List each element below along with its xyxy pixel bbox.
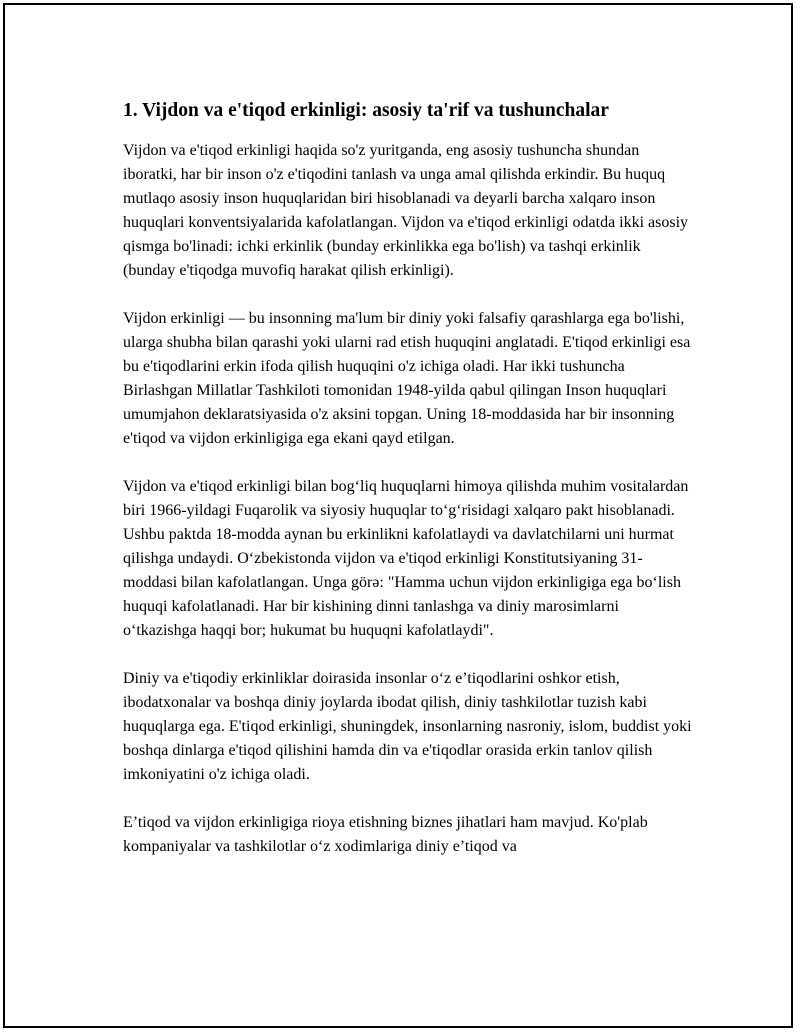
paragraph-4: Diniy va e'tiqodiy erkinliklar doirasida insonlar o‘z e’tiqodlarini oshkor etish, ibodatxonalar va boshqa diniy joylarda ibodat qilish, diniy tashkilotlar tuzish kabi huquqlarga ega. E'tiqod erkinligi, shuningdek, insonlarning nasroniy, islom, buddist yoki boshqa dinlarga e'tiqod qilishini hamda din va e'tiqodlar orasida erkin tanlov qilish imkoniyatini o'z ichiga oladi. [123, 670, 692, 783]
paragraph-1: Vijdon va e'tiqod erkinligi haqida so'z yuritganda, eng asosiy tushuncha shundan iboratki, har bir inson o'z e'tiqodini tanlash va unga amal qilishda erkindir. Bu huquq mutlaqo asosiy inson huquqlaridan biri hisoblanadi va deyarli barcha xalqaro inson huquqlari konventsiyalarida kafolatlangan. Vijdon va e'tiqod erkinligi odatda ikki asosiy qismga bo'linadi: ichki erkinlik (bunday erkinlikka ega bo'lish) va tashqi erkinlik (bunday e'tiqodga muvofiq harakat qilish erkinligi). [123, 142, 689, 279]
document-body [123, 97, 693, 859]
paragraph-3: Vijdon va e'tiqod erkinligi bilan bog‘liq huquqlarni himoya qilishda muhim vositalardan biri 1966-yildagi Fuqarolik va siyosiy huquqlar to‘g‘risidagi xalqaro pakt hisoblanadi. Ushbu paktda 18-modda aynan bu erkinlikni kafolatlaydi va davlatchilarni uni hurmat qilishga undaydi. O‘zbekistonda vijdon va e'tiqod erkinligi Konstitutsiyaning 31-moddasi bilan kafolatlangan. Unga görə: "Hamma uchun vijdon erkinligiga ega bo‘lish huquqi kafolatlanadi. Har bir kishining dinni tanlashga va diniy marosimlarni o‘tkazishga haqqi bor; hukumat bu huquqni kafolatlaydi". [123, 478, 689, 639]
page-frame [3, 3, 793, 1028]
section-title: 1. Vijdon va e'tiqod erkinligi: asosiy ta'rif va tushunchalar [123, 100, 609, 121]
paragraph-5: E’tiqod va vijdon erkinligiga rioya etishning biznes jihatlari ham mavjud. Ko'plab kompaniyalar va tashkilotlar o‘z xodimlariga diniy e’tiqod va [123, 814, 648, 855]
paragraph-2: Vijdon erkinligi — bu insonning ma'lum bir diniy yoki falsafiy qarashlarga ega bo'lishi, ularga shubha bilan qarashi yoki ularni rad etish huquqini anglatadi. E'tiqod erkinligi esa bu e'tiqodlarini erkin ifoda qilish huquqini o'z ichiga oladi. Har ikki tushuncha Birlashgan Millatlar Tashkiloti tomonidan 1948-yilda qabul qilingan Inson huquqlari umumjahon deklaratsiyasida o'z aksini topgan. Uning 18-moddasida har bir insonning e'tiqod va vijdon erkinligiga ega ekani qayd etilgan. [123, 310, 691, 447]
